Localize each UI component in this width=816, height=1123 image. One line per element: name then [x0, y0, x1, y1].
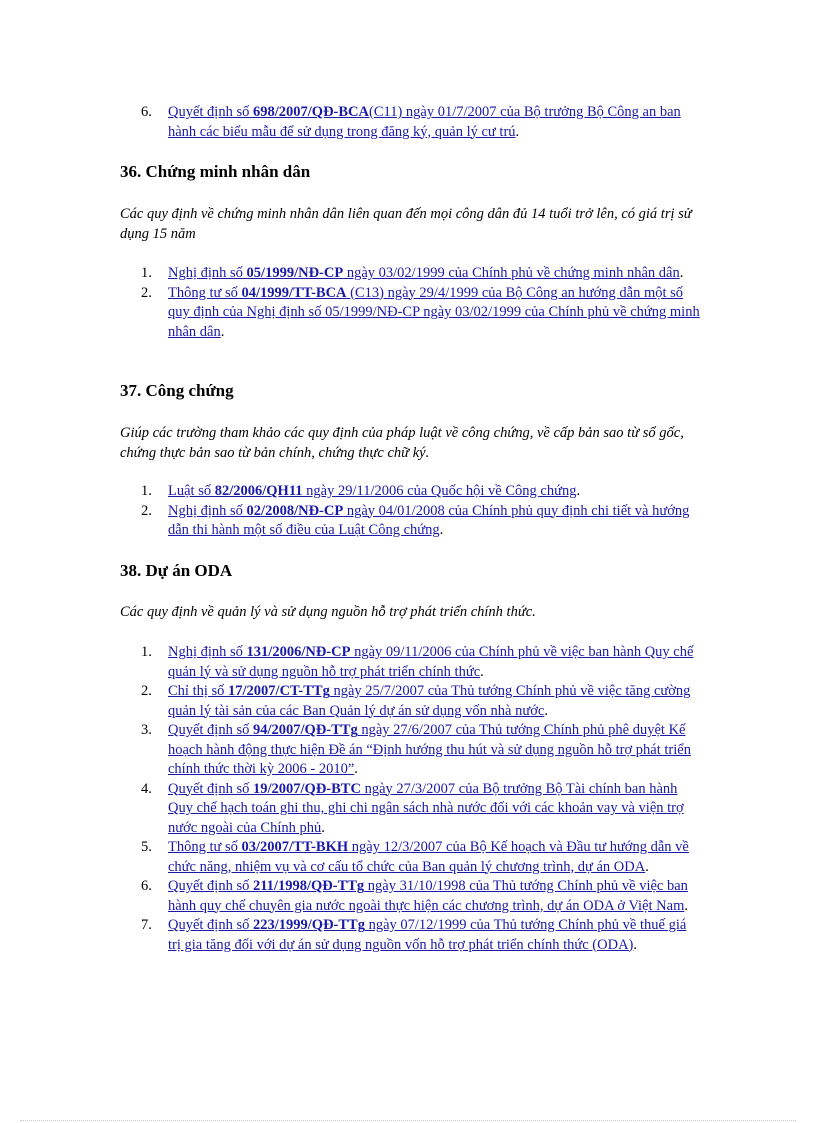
section-36-heading: 36. Chứng minh nhân dân	[120, 162, 311, 181]
list-item	[0, 482, 700, 502]
list-item	[0, 643, 700, 682]
legal-document-link[interactable]	[168, 104, 681, 140]
section-37-list	[0, 482, 700, 541]
link-prefix-text: Thông tư số	[168, 284, 242, 301]
document-number: 211/1998/QĐ-TTg	[252, 878, 365, 894]
link-prefix-text: Nghị định số	[168, 502, 247, 519]
list-item-number: 3.	[141, 722, 152, 738]
document-number: 02/2008/NĐ-CP	[246, 502, 344, 519]
list-item-number: 5.	[141, 839, 152, 855]
list-item-period: .	[684, 897, 688, 914]
list-item-number: 1.	[141, 644, 152, 660]
link-description-text: ngày 03/02/1999 của Chính phủ về chứng minh nhân dân	[343, 265, 680, 281]
legal-document-link[interactable]	[168, 722, 691, 777]
document-number: 82/2006/QH11	[214, 483, 303, 499]
link-prefix-text: Luật số	[168, 483, 215, 499]
section-36-list	[0, 264, 700, 342]
legal-document-link[interactable]	[168, 503, 689, 539]
list-item-period: .	[321, 819, 325, 836]
link-description-text: ngày 04/01/2008 của Chính phủ quy định chi tiết và hướng dẫn thi hành một số điều của Luật Công chứng	[168, 502, 690, 538]
link-prefix-text: Chỉ thị số	[168, 683, 229, 699]
link-description-text: ngày 27/3/2007 của Bộ trưởng Bộ Tài chính ban hành Quy chế hạch toán ghi thu, ghi chi ngân sách nhà nước đối với các khoản vay và viện trợ nước ngoài của Chính phủ	[168, 780, 684, 836]
section-37-description: Giúp các trường tham khảo các quy định của pháp luật về công chứng, về cấp bản sao từ sổ gốc, chứng thực bản sao từ bản chính, chứng thực chữ ký.	[120, 425, 684, 461]
list-item	[0, 877, 700, 916]
section-36-description: Các quy định về chứng minh nhân dân liên quan đến mọi công dân đủ 14 tuổi trở lên, có giá trị sử dụng 15 năm	[120, 206, 692, 242]
list-item-number: 6.	[141, 878, 152, 894]
list-item	[0, 916, 700, 955]
list-item-period: .	[679, 265, 684, 281]
link-prefix-text: Quyết định số	[168, 917, 253, 933]
list-item-period: .	[645, 858, 649, 875]
list-item-period: .	[633, 936, 638, 953]
link-description-text: ngày 29/11/2006 của Quốc hội về Công chứng	[302, 483, 577, 499]
document-number: 131/2006/NĐ-CP	[246, 644, 351, 660]
list-item-period: .	[439, 522, 444, 538]
document-number: 223/1999/QĐ-TTg	[252, 917, 365, 933]
link-prefix-text: Quyết định số	[168, 722, 253, 738]
section-top-list	[0, 103, 700, 142]
document-number: 19/2007/QĐ-BTC	[252, 780, 361, 797]
section-37-heading: 37. Công chứng	[120, 381, 234, 400]
link-description-text: ngày 09/11/2006 của Chính phủ về việc ban hành Quy chế quản lý và sử dụng nguồn hỗ trợ phát triển chính thức	[168, 644, 694, 680]
legal-document-link[interactable]	[168, 781, 684, 836]
link-prefix-text: Quyết định số	[168, 104, 253, 120]
list-item-period: .	[354, 761, 358, 777]
legal-document-link[interactable]	[168, 878, 688, 914]
list-item-period: .	[480, 663, 484, 680]
legal-document-link[interactable]	[168, 644, 693, 680]
page-bottom-divider	[20, 1120, 796, 1121]
list-item-number: 1.	[141, 483, 152, 499]
legal-document-link[interactable]	[168, 917, 686, 953]
link-description-text: ngày 31/10/1998 của Thủ tướng Chính phủ về việc ban hành quy chế chuyên gia nước ngoài thực hiện các chương trình, dự án ODA ở Việt Nam	[168, 878, 688, 914]
document-number: 698/2007/QĐ-BCA	[252, 104, 369, 120]
list-item	[0, 502, 700, 541]
list-item	[0, 721, 700, 780]
section-38-heading: 38. Dự án ODA	[120, 561, 233, 580]
link-description-text: (C13) ngày 29/4/1999 của Bộ Công an hướng dẫn một số quy định của Nghị định số 05/1999/NĐ-CP ngày 03/02/1999 của Chính phủ về chứng minh nhân dân	[168, 284, 700, 340]
list-item-number: 1.	[141, 265, 152, 281]
document-number: 04/1999/TT-BCA	[241, 284, 347, 301]
link-prefix-text: Quyết định số	[168, 780, 253, 797]
list-item-period: .	[515, 123, 520, 140]
legal-document-link[interactable]	[168, 483, 576, 499]
list-item	[0, 103, 700, 142]
list-item-number: 4.	[141, 780, 152, 797]
section-38-description: Các quy định về quản lý và sử dụng nguồn hỗ trợ phát triển chính thức.	[120, 604, 536, 620]
link-description-text: ngày 12/3/2007 của Bộ Kế hoạch và Đầu tư hướng dẫn về chức năng, nhiệm vụ và cơ cấu tổ chức của Ban quản lý chương trình, dự án ODA	[168, 839, 689, 875]
list-item-number: 2.	[141, 502, 152, 519]
list-item	[0, 264, 700, 284]
list-item	[0, 682, 700, 721]
link-prefix-text: Thông tư số	[168, 839, 242, 855]
document-number: 94/2007/QĐ-TTg	[252, 722, 358, 738]
legal-document-link[interactable]	[168, 683, 690, 719]
list-item	[0, 284, 700, 343]
document-number: 17/2007/CT-TTg	[228, 683, 330, 699]
list-item-number: 6.	[141, 104, 152, 120]
link-description-text: ngày 07/12/1999 của Thủ tướng Chính phủ về thuế giá trị gia tăng đối với dự án sử dụng nguồn vốn hỗ trợ phát triển chính thức (ODA)	[168, 917, 687, 953]
document-number: 03/2007/TT-BKH	[241, 839, 349, 855]
list-item	[0, 780, 700, 839]
list-item-number: 2.	[141, 683, 152, 699]
list-item-number: 2.	[141, 284, 152, 301]
section-38-list	[0, 643, 700, 955]
list-item-period: .	[220, 323, 225, 340]
link-description-text: ngày 25/7/2007 của Thủ tướng Chính phủ về việc tăng cường quản lý tài sản của các Ban Quản lý dự án sử dụng vốn nhà nước	[168, 683, 691, 719]
link-description-text: (C11) ngày 01/7/2007 của Bộ trưởng Bộ Công an ban hành các biểu mẫu để sử dụng trong đăng ký, quản lý cư trú	[168, 104, 681, 140]
list-item	[0, 838, 700, 877]
link-prefix-text: Nghị định số	[168, 265, 247, 281]
legal-document-link[interactable]	[168, 839, 689, 875]
link-prefix-text: Quyết định số	[168, 878, 253, 894]
document-number: 05/1999/NĐ-CP	[246, 265, 344, 281]
link-prefix-text: Nghị định số	[168, 644, 247, 660]
list-item-period: .	[544, 702, 548, 719]
list-item-period: .	[576, 483, 581, 499]
list-item-number: 7.	[141, 917, 152, 933]
link-description-text: ngày 27/6/2007 của Thủ tướng Chính phủ phê duyệt Kế hoạch hành động thực hiện Đề án “Định hướng thu hút và sử dụng nguồn hỗ trợ phát triển chính thức thời kỳ 2006 - 2010”	[168, 722, 691, 777]
legal-document-link[interactable]	[168, 265, 680, 281]
legal-document-link[interactable]	[168, 285, 700, 340]
